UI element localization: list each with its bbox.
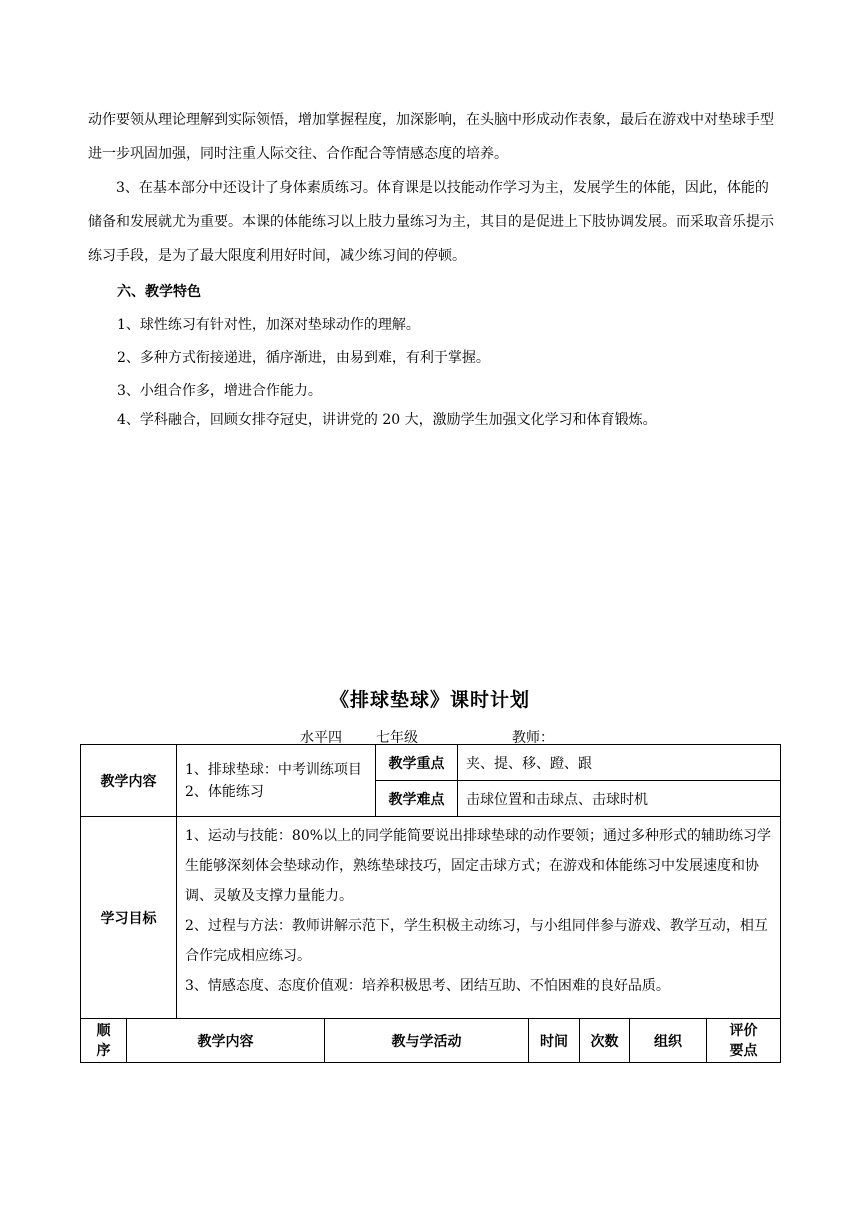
header-organization: 组织 [630, 1019, 707, 1063]
header-order [81, 1019, 127, 1063]
content-item-2: 2、体能练习 [185, 783, 264, 800]
plan-grade: 七年级 [376, 730, 418, 746]
feature-item-1: 1、球性练习有针对性，加深对垫球动作的理解。 [117, 317, 420, 333]
header-order-text: 顺序 [96, 1022, 111, 1059]
plan-table [80, 744, 781, 1019]
content-label: 教学内容 [81, 745, 177, 817]
content-value [177, 745, 376, 817]
features-heading: 六、教学特色 [117, 284, 201, 300]
header-activity: 教与学活动 [325, 1019, 529, 1063]
feature-item-4: 4、学科融合，回顾女排夺冠史，讲讲党的 20 大，激励学生加强文化学习和体育锻炼。 [117, 412, 657, 428]
difficulty-value: 击球位置和击球点、击球时机 [458, 781, 781, 817]
intro-paragraph-1: 动作要领从理论理解到实际领悟，增加掌握程度，加深影响，在头脑中形成动作表象，最后在游戏中对垫球手型进一步巩固加强，同时注重人际交往、合作配合等情感态度的培养。 [88, 112, 774, 162]
feature-item-2: 2、多种方式衔接递进，循序渐进，由易到难，有利于掌握。 [117, 350, 490, 366]
goals-value [177, 817, 781, 1019]
intro-paragraph-2: 3、在基本部分中还设计了身体素质练习。体育课是以技能动作学习为主，发展学生的体能，因此，体能的储备和发展就尤为重要。本课的体能练习以上肢力量练习为主，其目的是促进上下肢协调发展。而采取音乐提示练习手段，是为了最大限度利用好时间，减少练习间的停顿。 [88, 180, 774, 264]
feature-item-3: 3、小组合作多，增进合作能力。 [117, 383, 322, 399]
plan-teacher: 教师： [512, 730, 554, 746]
goal-item-1: 1、运动与技能：80%以上的同学能简要说出排球垫球的动作要领；通过多种形式的辅助练习学生能够深刻体会垫球动作，熟练垫球技巧，固定击球方式；在游戏和体能练习中发展速度和协调、灵敏及支撑力量能力。 [185, 828, 772, 904]
header-evaluation [707, 1019, 781, 1063]
key-label: 教学重点 [376, 745, 458, 781]
content-item-1: 1、排球垫球：中考训练项目 [185, 761, 362, 778]
header-count: 次数 [580, 1019, 630, 1063]
goal-item-3: 3、情感态度、态度价值观：培养积极思考、团结互助、不怕困难的良好品质。 [185, 978, 670, 994]
header-time: 时间 [529, 1019, 580, 1063]
plan-title: 《排球垫球》课时计划 [329, 689, 530, 711]
difficulty-label: 教学难点 [376, 781, 458, 817]
header-content: 教学内容 [127, 1019, 325, 1063]
key-value: 夹、提、移、蹬、跟 [458, 745, 781, 781]
plan-level: 水平四 [300, 730, 342, 746]
header-evaluation-text: 评价要点 [729, 1022, 758, 1059]
activity-header-table [80, 1018, 781, 1063]
goal-item-2: 2、过程与方法：教师讲解示范下，学生积极主动练习，与小组同伴参与游戏、教学互动，相互合作完成相应练习。 [185, 918, 768, 964]
goals-label: 学习目标 [81, 817, 177, 1019]
